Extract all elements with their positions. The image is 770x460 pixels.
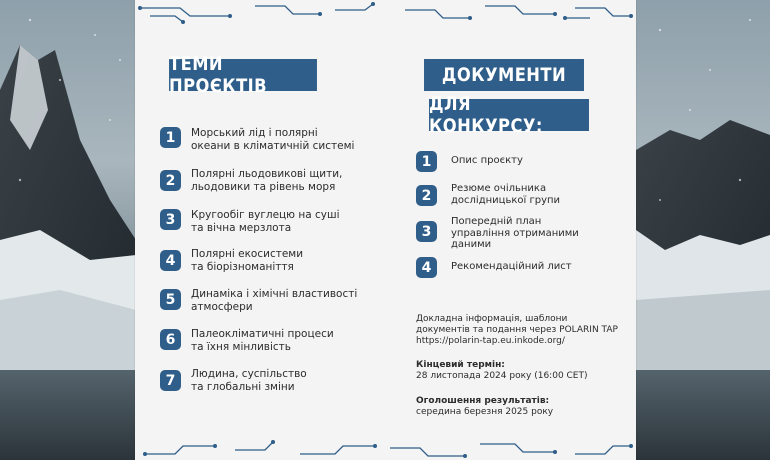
topic-number-1: 1 (160, 127, 181, 148)
info-link[interactable]: https://polarin-tap.eu.inkode.org/ (416, 336, 565, 346)
topic-number-7: 7 (160, 370, 181, 391)
topic-number-6: 6 (160, 329, 181, 350)
topic-line: Морський лід і полярні (191, 127, 318, 139)
topic-line: Динаміка і хімічні властивості (191, 288, 358, 300)
info-line-1: Докладна інформація, шаблони (416, 314, 568, 324)
topic-number-2: 2 (160, 170, 181, 191)
topic-item-6 (191, 328, 334, 354)
topic-line: Кругообіг вуглецю на суші (191, 209, 340, 221)
topic-item-7 (191, 368, 307, 394)
topic-item-4 (191, 248, 303, 274)
topic-item-1 (191, 127, 354, 153)
deadline-block (416, 360, 631, 382)
topic-line: та глобальні зміни (191, 381, 295, 393)
circuit-decoration-bottom (135, 434, 636, 460)
topics-title: ТЕМИ ПРОЄКТІВ (169, 53, 268, 97)
document-item-3 (451, 216, 579, 251)
topic-line: Полярні екосистеми (191, 248, 304, 260)
topic-item-5 (191, 288, 357, 314)
circuit-decoration-top (135, 0, 636, 26)
documents-title-banner-1 (424, 59, 584, 91)
submission-info (416, 314, 631, 347)
topic-number-3: 3 (160, 209, 181, 230)
results-label: Оголошення результатів: (416, 396, 550, 406)
document-number-1: 1 (416, 151, 437, 172)
topic-item-3 (191, 209, 340, 235)
results-block (416, 396, 631, 418)
document-item-2 (451, 183, 560, 206)
document-line: управління отриманими (451, 227, 579, 239)
topics-title-banner (169, 53, 317, 97)
document-number-2: 2 (416, 185, 437, 206)
documents-title-line1: ДОКУМЕНТИ (441, 64, 567, 86)
results-value: середина березня 2025 року (416, 407, 554, 417)
info-line-2: документів та подання через POLARIN TAP (416, 325, 618, 335)
document-line: Попередній план (451, 216, 542, 227)
topic-item-2 (191, 168, 342, 194)
document-line: Рекомендаційний лист (451, 261, 572, 272)
document-item-4 (451, 261, 572, 273)
document-line: дослідницької групи (451, 194, 561, 206)
topic-line: атмосфери (191, 301, 253, 313)
document-line: Резюме очільника (451, 183, 547, 194)
topic-number-4: 4 (160, 250, 181, 271)
topic-line: Палеокліматичні процеси (191, 328, 334, 340)
topic-line: та їхня мінливість (191, 341, 291, 353)
document-item-1 (451, 155, 523, 167)
content-panel (135, 0, 636, 460)
document-number-4: 4 (416, 257, 437, 278)
topic-line: океани в кліматичній системі (191, 140, 355, 152)
deadline-value: 28 листопада 2024 року (16:00 CET) (416, 371, 588, 381)
document-line: даними (451, 239, 492, 250)
deadline-label: Кінцевий термін: (416, 360, 505, 370)
topic-line: Полярні льодовикові щити, (191, 168, 343, 180)
topic-number-5: 5 (160, 289, 181, 310)
topic-line: та біорізноманіття (191, 261, 294, 273)
document-line: Опис проєкту (451, 155, 523, 166)
document-number-3: 3 (416, 221, 437, 242)
topic-line: та вічна мерзлота (191, 222, 292, 234)
topic-line: Людина, суспільство (191, 368, 307, 380)
documents-title-line2: ДЛЯ КОНКУРСУ: (429, 93, 543, 137)
topic-line: льодовики та рівень моря (191, 181, 336, 193)
documents-title-banner-2 (429, 93, 589, 137)
